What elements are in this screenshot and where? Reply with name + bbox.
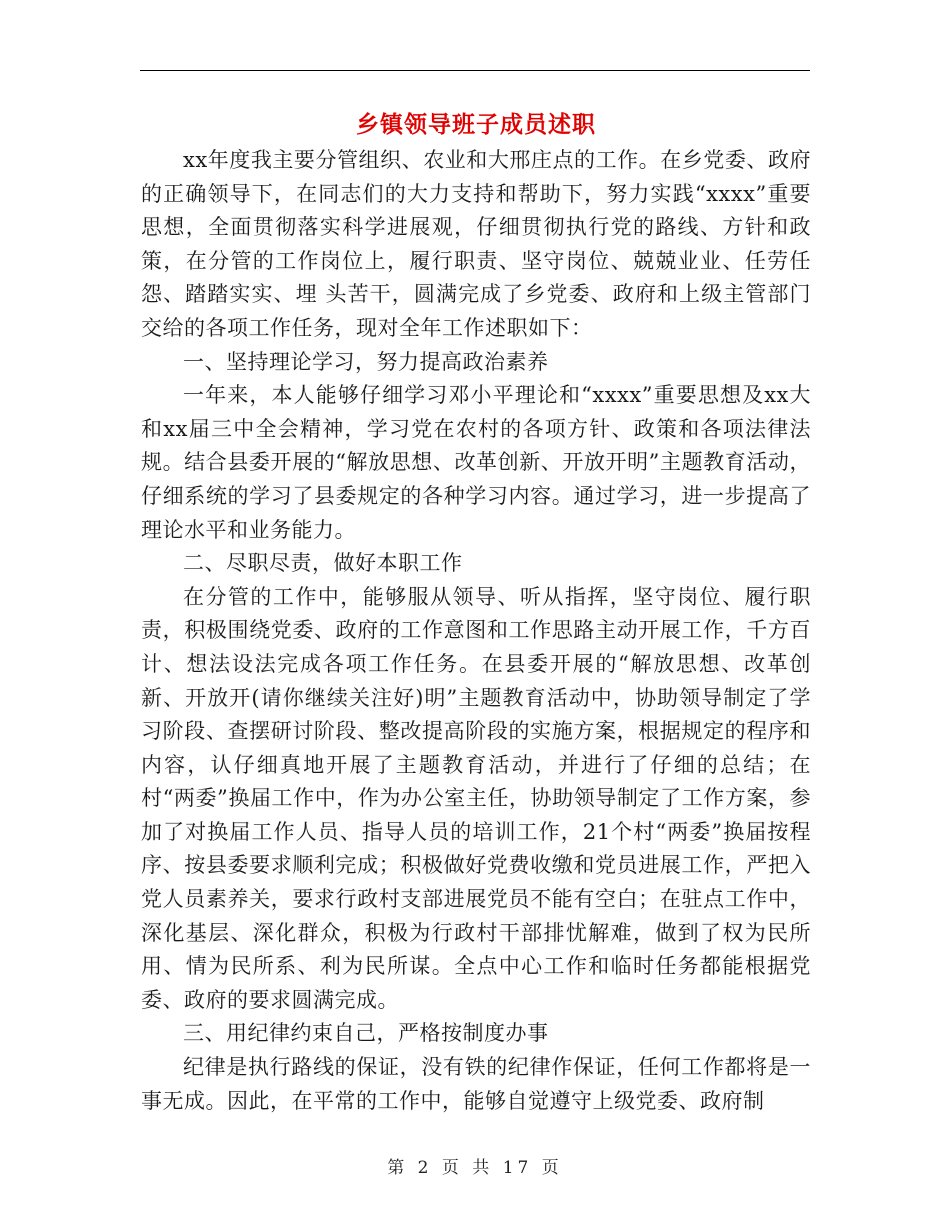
document-title: 乡镇领导班子成员述职 <box>356 111 596 138</box>
page-number-footer: 第 2 页 共 17 页 <box>387 1158 563 1178</box>
section-heading-1: 一、坚持理论学习，努力提高政治素养 <box>183 349 549 374</box>
paragraph-duties: 在分管的工作中，能够服从领导、听从指挥，坚守岗位、履行职责，积极围绕党委、政府的工作意图和工作思路主动开展工作，千方百计、想法设法完成各项工作任务。在县委开展的“解放思想、改革创新、开放开(请你继续关注好)明”主题教育活动中，协助领导制定了学习阶段、查摆研讨阶段、整改提高阶段的实施方案，根据规定的程序和内容，认仔细真地开展了主题教育活动，并进行了仔细的总结；在村“两委”换届工作中，作为办公室主任，协助领导制定了工作方案，参加了对换届工作人员、指导人员的培训工作，21个村“两委”换届按程序、按县委要求顺利完成；积极做好党费收缴和党员进展工作，严把入党人员素养关，要求行政村支部进展党员不能有空白；在驻点工作中，深化基层、深化群众，积极为行政村干部排忧解难，做到了权为民所用、情为民所系、利为民所谋。全点中心工作和临时任务都能根据党委、政府的要求圆满完成。 <box>141 584 811 1012</box>
document-page <box>141 106 811 1118</box>
section-heading-2: 二、尽职尽责，做好本职工作 <box>183 551 463 576</box>
header-rule <box>140 70 810 71</box>
section-heading-3: 三、用纪律约束自己，严格按制度办事 <box>183 1021 549 1046</box>
paragraph-discipline: 纪律是执行路线的保证，没有铁的纪律作保证，任何工作都将是一事无成。因此，在平常的工作中，能够自觉遵守上级党委、政府制 <box>141 1055 811 1113</box>
paragraph-study: 一年来，本人能够仔细学习邓小平理论和“xxxx”重要思想及xx大和xx届三中全会精神，学习党在农村的各项方针、政策和各项法律法规。结合县委开展的“解放思想、改革创新、开放开明”主题教育活动，仔细系统的学习了县委规定的各种学习内容。通过学习，进一步提高了理论水平和业务能力。 <box>141 383 811 542</box>
paragraph-intro: xx年度我主要分管组织、农业和大邢庄点的工作。在乡党委、政府的正确领导下，在同志们的大力支持和帮助下，努力实践“xxxx”重要思想，全面贯彻落实科学进展观，仔细贯彻执行党的路线、方针和政策，在分管的工作岗位上，履行职责、坚守岗位、兢兢业业、任劳任怨、踏踏实实、埋 头苦干，圆满完成了乡党委、政府和上级主管部门交给的各项工作任务，现对全年工作述职如下： <box>141 148 811 340</box>
